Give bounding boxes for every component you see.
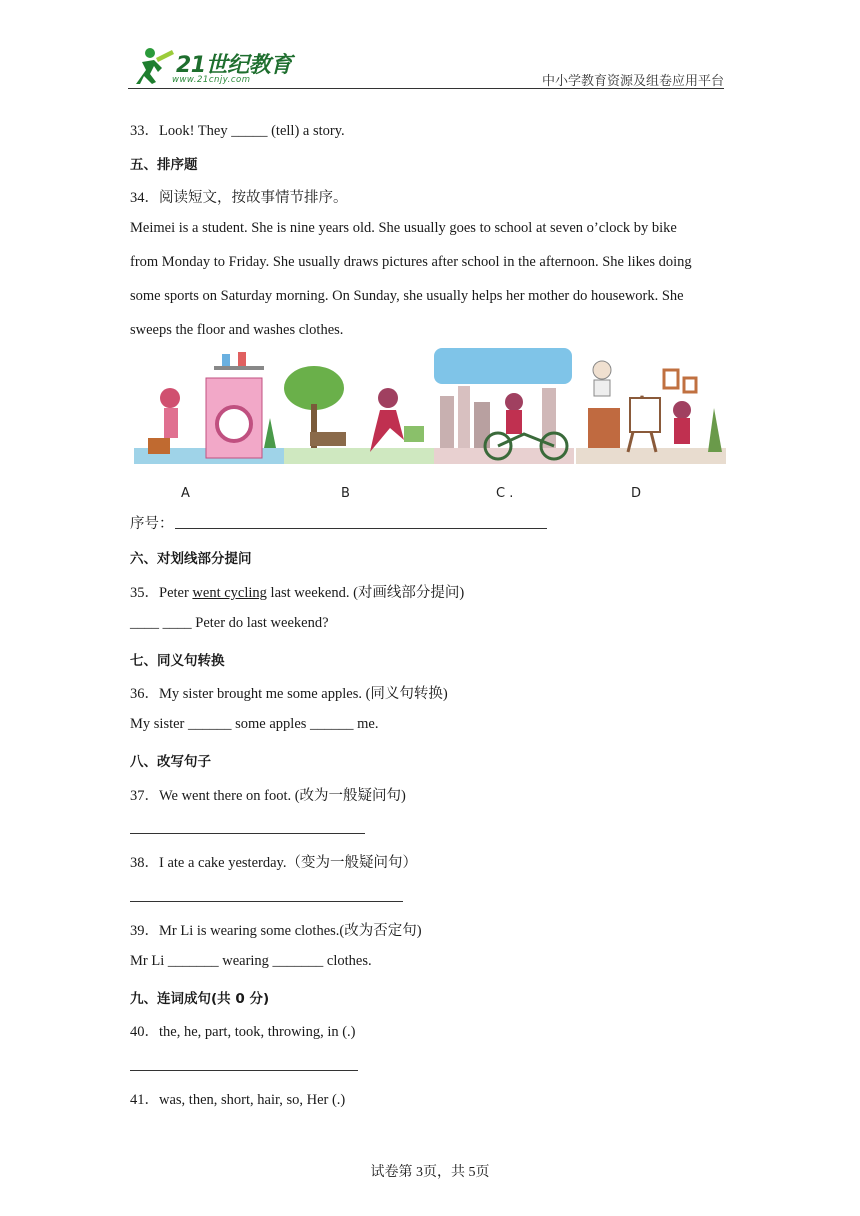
question-39-answer: Mr Li _______ wearing _______ clothes.: [130, 953, 372, 969]
answer-label: 序号：: [130, 516, 174, 532]
picture-a-washing-clothes: [134, 352, 284, 464]
question-35-answer: ____ ____ Peter do last weekend?: [130, 615, 329, 631]
passage-line: Meimei is a student. She is nine years old. She usually goes to school at seven o’clock by bike: [130, 220, 677, 236]
question-34-prompt: 34．阅读短文，按故事情节排序。: [130, 190, 348, 206]
header-divider: [128, 88, 724, 89]
answer-blank[interactable]: [175, 528, 547, 529]
question-36-answer: My sister ______ some apples ______ me.: [130, 716, 379, 732]
question-35-pre: 35．Peter: [130, 585, 193, 601]
question-35-post: last weekend. (对画线部分提问): [266, 585, 465, 601]
picture-label-d: D: [631, 486, 642, 501]
question-35: [130, 581, 464, 602]
question-40: 40．the, he, part, took, throwing, in (.): [130, 1024, 356, 1040]
question-40-answer-blank[interactable]: [130, 1070, 358, 1071]
section-heading-6: 六、对划线部分提问: [130, 551, 252, 567]
underlined-phrase: went cycling: [192, 585, 267, 601]
question-33: 33．Look! They _____ (tell) a story.: [130, 123, 345, 139]
section-heading-5: 五、排序题: [130, 157, 198, 173]
passage-line: some sports on Saturday morning. On Sunday, she usually helps her mother do housework. She: [130, 288, 684, 304]
question-41: 41．was, then, short, hair, so, Her (.): [130, 1092, 346, 1108]
runner-icon: [128, 44, 178, 88]
page-footer: 试卷第 3页，共 5页: [370, 1165, 490, 1180]
picture-label-c: C .: [496, 486, 514, 501]
picture-label-b: B: [341, 486, 350, 501]
question-36: 36．My sister brought me some apples. (同义句转换): [130, 686, 448, 702]
picture-b-sports: [284, 366, 434, 464]
passage-line: sweeps the floor and washes clothes.: [130, 322, 344, 338]
question-39: 39．Mr Li is wearing some clothes.(改为否定句): [130, 923, 422, 939]
story-pictures: [134, 348, 726, 468]
question-38: 38．I ate a cake yesterday.（变为一般疑问句）: [130, 855, 417, 871]
question-37-answer-blank[interactable]: [130, 833, 365, 834]
section-heading-9: 九、连词成句(共 0 分): [130, 991, 270, 1007]
picture-c-biking: [434, 348, 574, 464]
section-heading-8: 八、改写句子: [130, 754, 211, 770]
section-heading-7: 七、同义句转换: [130, 653, 225, 669]
question-37: 37．We went there on foot. (改为一般疑问句): [130, 788, 406, 804]
platform-name: 中小学教育资源及组卷应用平台: [541, 73, 724, 88]
logo-text: 21世纪教育: [176, 53, 292, 78]
question-38-answer-blank[interactable]: [130, 901, 403, 902]
picture-label-a: A: [181, 486, 190, 501]
logo-url: www.21cnjy.com: [172, 75, 251, 85]
picture-d-drawing: [576, 361, 726, 464]
passage-line: from Monday to Friday. She usually draws pictures after school in the afternoon. She likes doing: [130, 254, 692, 270]
